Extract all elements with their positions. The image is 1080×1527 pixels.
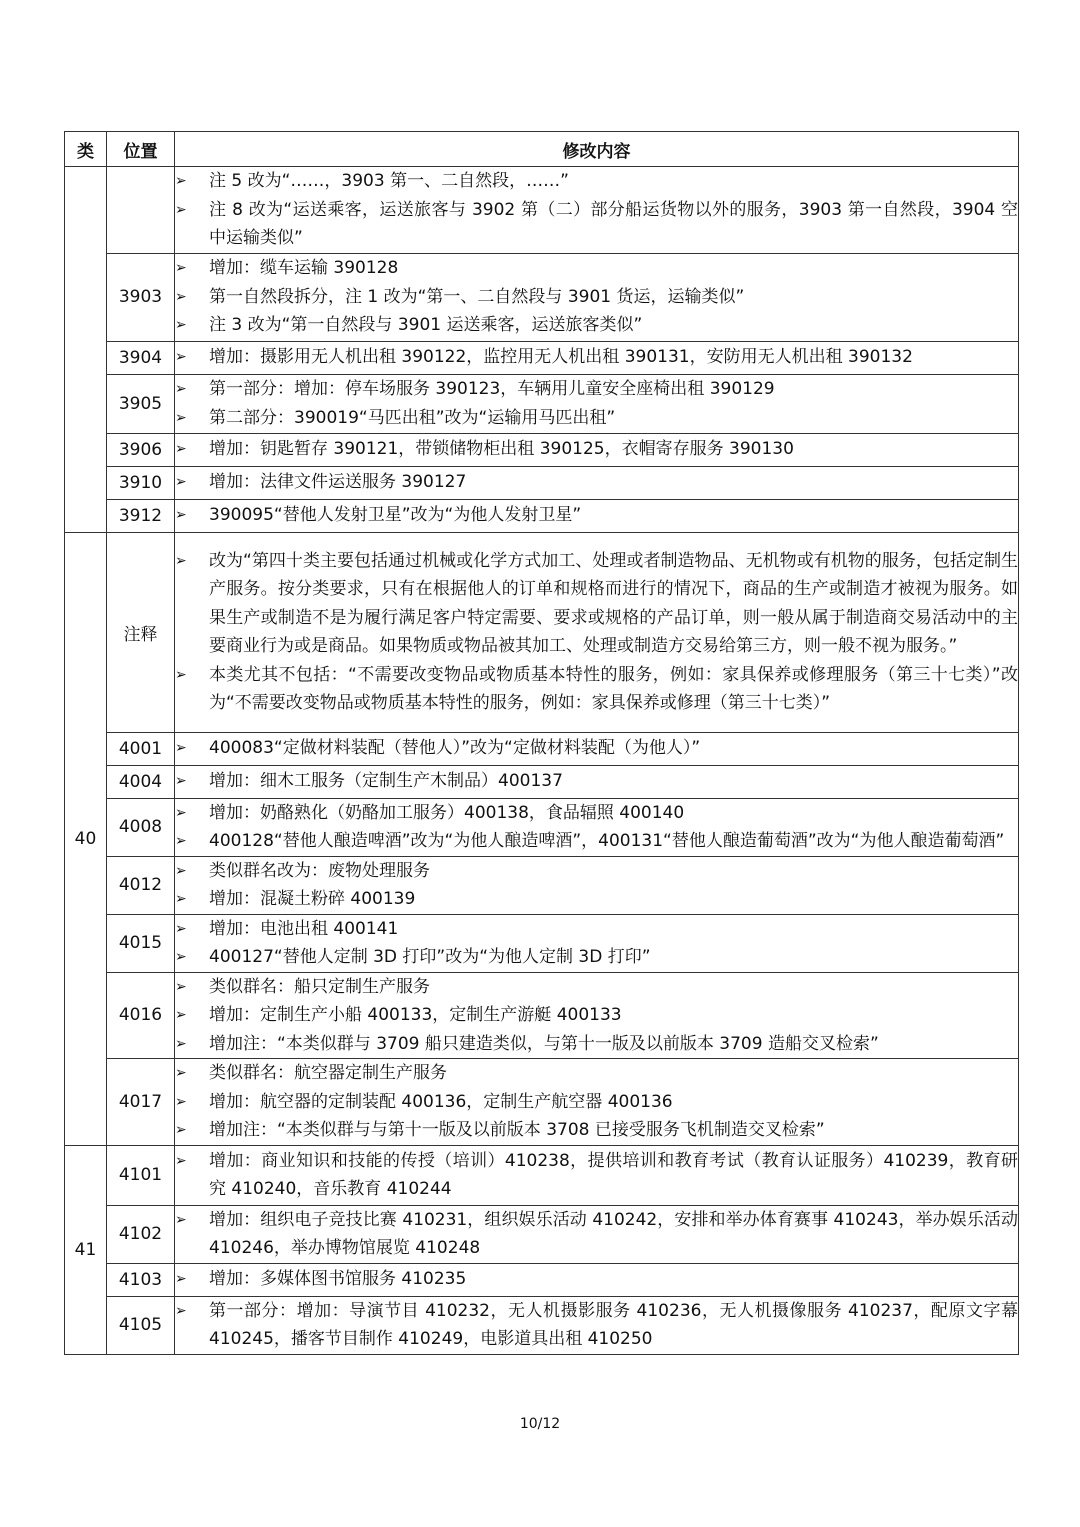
item-text: 增加注：“本类似群与与第十一版及以前版本 3708 已接受服务飞机制造交叉检索” (209, 1120, 825, 1140)
list-item (175, 1206, 1018, 1263)
content-cell (175, 1263, 1019, 1296)
item-text: 第一部分：增加：导演节目 410232，无人机摄影服务 410236，无人机摄像服务 410237，配原文字幕 410245，播客节目制作 410249，电影道具出租 410250 (209, 1300, 1018, 1349)
position-cell: 4015 (107, 914, 175, 972)
content-cell (175, 374, 1019, 433)
list-item (175, 1116, 1018, 1145)
arrow-bullet-icon: ➢ (175, 773, 187, 790)
content-cell (175, 732, 1019, 765)
table-row (65, 1296, 1019, 1354)
table-row (65, 466, 1019, 499)
arrow-bullet-icon: ➢ (175, 978, 187, 995)
list-item (175, 857, 1018, 886)
list-item (175, 1265, 1018, 1294)
class-cell: 41 (65, 1145, 107, 1354)
arrow-bullet-icon: ➢ (175, 474, 187, 491)
table-row (65, 972, 1019, 1059)
table-row (65, 1145, 1019, 1205)
item-text: 增加：摄影用无人机出租 390122，监控用无人机出租 390131，安防用无人机出租 390132 (209, 347, 913, 368)
item-text: 增加：缆车运输 390128 (209, 258, 399, 279)
arrow-bullet-icon: ➢ (175, 891, 187, 907)
item-text: 注 8 改为“运送乘客，运送旅客与 3902 第（二）部分船运货物以外的服务，3903 第一自然段，3904 空中运输类似” (209, 199, 1018, 248)
table-row (65, 798, 1019, 856)
position-cell: 3904 (107, 341, 175, 374)
header-class: 类 (65, 132, 107, 167)
item-text: 400083“定做材料装配（替他人）”改为“定做材料装配（为他人）” (209, 738, 701, 759)
class-cell (65, 167, 107, 533)
table-row (65, 433, 1019, 466)
arrow-bullet-icon: ➢ (175, 441, 187, 458)
list-item (175, 547, 1018, 661)
item-text: 增加：混凝土粉碎 400139 (209, 889, 416, 909)
position-cell: 3906 (107, 433, 175, 466)
page-number: 10/12 (519, 1416, 561, 1432)
list-item (175, 1001, 1018, 1030)
list-item (175, 283, 1018, 312)
content-cell (175, 798, 1019, 856)
arrow-bullet-icon: ➢ (175, 740, 187, 757)
arrow-bullet-icon: ➢ (175, 552, 187, 569)
table-row (65, 1263, 1019, 1296)
list-item (175, 1059, 1018, 1088)
content-cell (175, 341, 1019, 374)
item-text: 类似群名：航空器定制生产服务 (209, 1063, 447, 1083)
item-text: 增加：细木工服务（定制生产木制品）400137 (209, 771, 563, 792)
list-item (175, 943, 1018, 972)
list-item (175, 661, 1018, 718)
list-item (175, 767, 1018, 796)
item-text: 增加注：“本类似群与 3709 船只建造类似，与第十一版及以前版本 3709 造船交叉检索” (209, 1033, 879, 1054)
list-item (175, 254, 1018, 283)
position-cell: 4016 (107, 972, 175, 1059)
arrow-bullet-icon: ➢ (175, 949, 187, 965)
list-item (175, 435, 1018, 464)
arrow-bullet-icon: ➢ (175, 1271, 187, 1288)
item-text: 390095“替他人发射卫星”改为“为他人发射卫星” (209, 505, 582, 526)
content-cell (175, 856, 1019, 914)
arrow-bullet-icon: ➢ (175, 804, 187, 821)
content-cell (175, 466, 1019, 499)
table-row (65, 914, 1019, 972)
item-text: 增加：多媒体图书馆服务 410235 (209, 1269, 467, 1290)
table-row (65, 732, 1019, 765)
content-cell (175, 1145, 1019, 1205)
item-text: 增加：钥匙暂存 390121，带锁储物柜出租 390125，衣帽寄存服务 390130 (209, 439, 794, 460)
arrow-bullet-icon: ➢ (175, 1007, 187, 1023)
item-text: 第二部分：390019“马匹出租”改为“运输用马匹出租” (209, 407, 616, 428)
table-row (65, 167, 1019, 254)
content-cell (175, 1205, 1019, 1263)
position-cell: 4004 (107, 765, 175, 798)
table-row (65, 374, 1019, 433)
position-cell: 3905 (107, 374, 175, 433)
list-item (175, 196, 1018, 253)
content-cell (175, 1296, 1019, 1354)
arrow-bullet-icon: ➢ (175, 833, 187, 849)
list-item (175, 1297, 1018, 1354)
item-text: 改为“第四十类主要包括通过机械或化学方式加工、处理或者制造物品、无机物或有机物的服务，包括定制生产服务。按分类要求，只有在根据他人的订单和规格而进行的情况下，商品的生产或制造才被视为服务。如果生产或制造不是为履行满足客户特定需要、要求或规格的产品订单，则一般从属于制造商交易活动中的主要商业行为或是商品。如果物质或物品被其加工、处理或制造方交易给第三方，则一般不视为服务。” (209, 550, 1018, 656)
position-cell: 4017 (107, 1059, 175, 1146)
arrow-bullet-icon: ➢ (175, 201, 187, 218)
item-text: 400127“替他人定制 3D 打印”改为“为他人定制 3D 打印” (209, 947, 651, 967)
content-cell (175, 253, 1019, 341)
position-cell: 4001 (107, 732, 175, 765)
item-text: 增加：商业知识和技能的传授（培训）410238，提供培训和教育考试（教育认证服务）410239，教育研究 410240，音乐教育 410244 (209, 1150, 1018, 1199)
arrow-bullet-icon: ➢ (175, 666, 187, 683)
content-cell (175, 914, 1019, 972)
arrow-bullet-icon: ➢ (175, 1093, 187, 1110)
content-cell (175, 765, 1019, 798)
arrow-bullet-icon: ➢ (175, 288, 187, 305)
position-cell: 4012 (107, 856, 175, 914)
item-text: 类似群名改为：废物处理服务 (209, 860, 430, 881)
item-text: 增加：航空器的定制装配 400136，定制生产航空器 400136 (209, 1091, 673, 1112)
list-item (175, 1088, 1018, 1117)
item-text: 第一自然段拆分，注 1 改为“第一、二自然段与 3901 货运，运输类似” (209, 286, 745, 307)
arrow-bullet-icon: ➢ (175, 862, 187, 879)
arrow-bullet-icon: ➢ (175, 1122, 187, 1138)
position-cell: 4102 (107, 1205, 175, 1263)
item-text: 第一部分：增加：停车场服务 390123，车辆用儿童安全座椅出租 390129 (209, 379, 775, 399)
table-row (65, 499, 1019, 532)
arrow-bullet-icon: ➢ (175, 507, 187, 524)
table-row (65, 253, 1019, 341)
content-cell (175, 433, 1019, 466)
item-text: 增加：组织电子竞技比赛 410231，组织娱乐活动 410242，安排和举办体育赛事 410243，举办娱乐活动 410246，举办博物馆展览 410248 (209, 1209, 1018, 1258)
arrow-bullet-icon: ➢ (175, 409, 187, 426)
list-item (175, 827, 1018, 856)
position-cell: 3910 (107, 466, 175, 499)
table-row (65, 532, 1019, 732)
arrow-bullet-icon: ➢ (175, 920, 187, 937)
list-item (175, 404, 1018, 433)
list-item (175, 1030, 1018, 1059)
arrow-bullet-icon: ➢ (175, 349, 187, 366)
position-cell: 注释 (107, 532, 175, 732)
list-item (175, 167, 1018, 196)
table-row (65, 341, 1019, 374)
position-cell: 3912 (107, 499, 175, 532)
content-cell (175, 972, 1019, 1059)
list-item (175, 973, 1018, 1002)
list-item (175, 885, 1018, 914)
position-cell: 4008 (107, 798, 175, 856)
content-cell (175, 1059, 1019, 1146)
list-item (175, 501, 1018, 530)
arrow-bullet-icon: ➢ (175, 1035, 187, 1052)
list-item (175, 799, 1018, 828)
arrow-bullet-icon: ➢ (175, 1065, 187, 1081)
item-text: 400128“替他人酿造啤酒”改为“为他人酿造啤酒”，400131“替他人酿造葡萄酒”改为“为他人酿造葡萄酒” (209, 831, 1005, 851)
content-cell (175, 167, 1019, 254)
list-item (175, 734, 1018, 763)
arrow-bullet-icon: ➢ (175, 173, 187, 189)
amendment-table (64, 131, 1019, 1355)
arrow-bullet-icon: ➢ (175, 381, 187, 397)
arrow-bullet-icon: ➢ (175, 260, 187, 277)
position-cell: 4103 (107, 1263, 175, 1296)
list-item (175, 468, 1018, 497)
content-cell (175, 499, 1019, 532)
arrow-bullet-icon: ➢ (175, 1211, 187, 1228)
table-row (65, 765, 1019, 798)
header-position: 位置 (107, 132, 175, 167)
item-text: 增加：法律文件运送服务 390127 (209, 472, 467, 493)
header-content: 修改内容 (175, 132, 1019, 167)
table-row (65, 856, 1019, 914)
list-item (175, 311, 1018, 340)
position-cell: 4101 (107, 1145, 175, 1205)
table-header-row (65, 132, 1019, 167)
item-text: 增加：定制生产小船 400133，定制生产游艇 400133 (209, 1005, 622, 1025)
class-cell: 40 (65, 532, 107, 1145)
list-item (175, 343, 1018, 372)
item-text: 注 3 改为“第一自然段与 3901 运送乘客，运送旅客类似” (209, 315, 643, 336)
item-text: 增加：奶酪熟化（奶酪加工服务）400138，食品辐照 400140 (209, 802, 685, 823)
item-text: 类似群名：船只定制生产服务 (209, 976, 430, 997)
position-cell (107, 167, 175, 254)
position-cell: 3903 (107, 253, 175, 341)
list-item (175, 1147, 1018, 1204)
table-row (65, 1205, 1019, 1263)
table-row (65, 1059, 1019, 1146)
content-cell (175, 532, 1019, 732)
item-text: 增加：电池出租 400141 (209, 918, 399, 939)
item-text: 本类尤其不包括：“不需要改变物品或物质基本特性的服务，例如：家具保养或修理服务（第三十七类）”改为“不需要改变物品或物质基本特性的服务，例如：家具保养或修理（第三十七类）” (209, 664, 1018, 713)
list-item (175, 915, 1018, 944)
arrow-bullet-icon: ➢ (175, 1302, 187, 1319)
item-text: 注 5 改为“……，3903 第一、二自然段，……” (209, 171, 569, 191)
list-item (175, 375, 1018, 404)
arrow-bullet-icon: ➢ (175, 1152, 187, 1169)
arrow-bullet-icon: ➢ (175, 317, 187, 334)
position-cell: 4105 (107, 1296, 175, 1354)
